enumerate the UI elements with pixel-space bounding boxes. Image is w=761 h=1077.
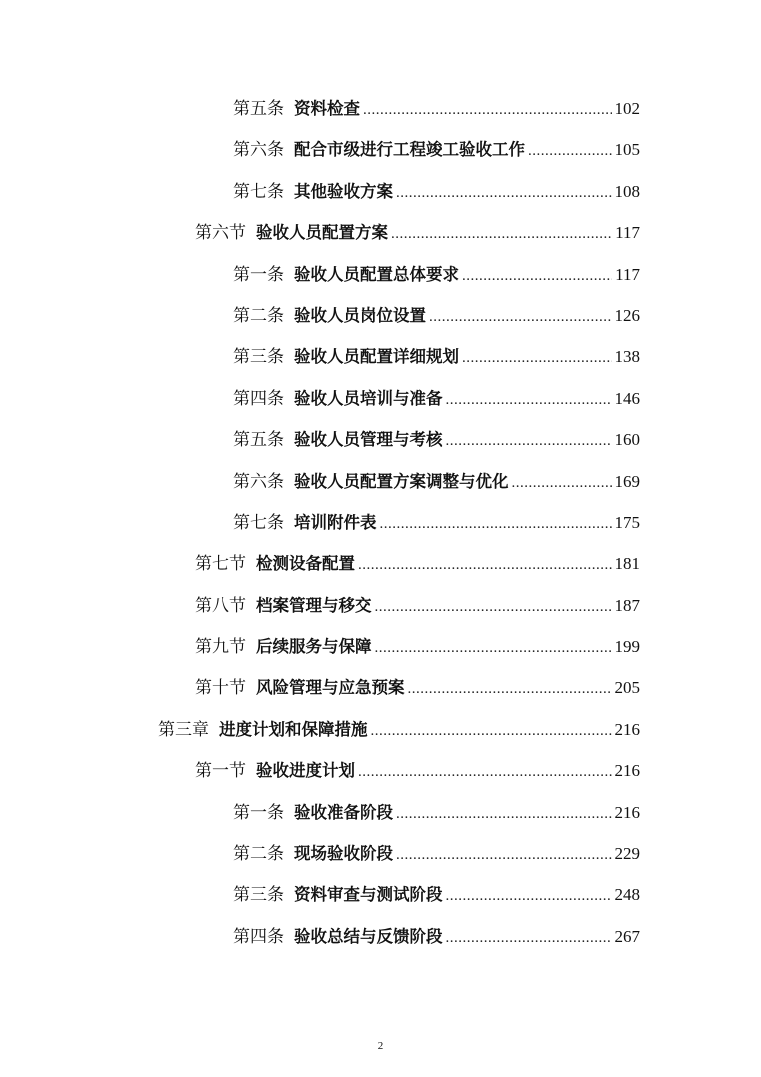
- toc-dot-leader: [528, 134, 612, 168]
- toc-entry[interactable]: [0, 920, 761, 961]
- toc-entry-number: 第七条: [233, 181, 284, 202]
- toc-entry-page: 117: [615, 223, 640, 243]
- toc-entry-title: 后续服务与保障: [256, 637, 372, 657]
- toc-dot-leader: [396, 838, 612, 872]
- toc-entry-title: 验收人员配置详细规划: [294, 347, 459, 367]
- toc-entry-number: 第六条: [233, 471, 284, 492]
- toc-entry-number: 第二条: [233, 844, 284, 865]
- page-number: 2: [377, 1040, 384, 1052]
- toc-entry-page: 126: [614, 305, 640, 325]
- toc-entry-title: 验收人员配置总体要求: [294, 264, 459, 284]
- toc-dot-leader: [375, 631, 612, 665]
- toc-entry[interactable]: [0, 382, 761, 423]
- toc-entry-number: 第三章: [158, 719, 209, 740]
- toc-entry-number: 第十节: [195, 678, 246, 699]
- toc-entry-number: 第七条: [233, 512, 284, 533]
- table-of-contents: [0, 92, 761, 961]
- toc-dot-leader: [446, 383, 612, 417]
- toc-entry-title: 其他验收方案: [294, 181, 393, 201]
- toc-entry-page: 160: [614, 430, 640, 450]
- toc-dot-leader: [446, 424, 612, 458]
- toc-dot-leader: [462, 259, 612, 293]
- toc-entry[interactable]: [0, 133, 761, 174]
- toc-entry-number: 第五条: [233, 430, 284, 451]
- toc-entry[interactable]: [0, 340, 761, 381]
- toc-dot-leader: [408, 672, 612, 706]
- toc-entry-title: 验收人员培训与准备: [294, 388, 443, 408]
- toc-dot-leader: [396, 797, 612, 831]
- toc-entry-page: 108: [614, 181, 640, 201]
- toc-entry-page: 146: [614, 388, 640, 408]
- toc-entry-page: 187: [614, 595, 640, 615]
- toc-entry-number: 第一条: [233, 264, 284, 285]
- toc-entry-title: 检测设备配置: [256, 554, 355, 574]
- toc-entry-number: 第六条: [233, 140, 284, 161]
- toc-dot-leader: [363, 93, 612, 127]
- toc-entry-page: 216: [614, 719, 640, 739]
- toc-dot-leader: [375, 590, 612, 624]
- toc-entry-page: 199: [614, 637, 640, 657]
- toc-dot-leader: [396, 176, 612, 210]
- toc-entry[interactable]: [0, 713, 761, 754]
- toc-entry-title: 资料审查与测试阶段: [294, 885, 443, 905]
- toc-entry[interactable]: [0, 216, 761, 257]
- toc-entry-page: 229: [614, 844, 640, 864]
- toc-entry-number: 第七节: [195, 554, 246, 575]
- toc-entry-page: 216: [614, 761, 640, 781]
- toc-entry-number: 第九节: [195, 637, 246, 658]
- toc-entry-title: 配合市级进行工程竣工验收工作: [294, 140, 525, 160]
- toc-entry-page: 169: [614, 471, 640, 491]
- toc-entry[interactable]: [0, 465, 761, 506]
- toc-entry-number: 第二条: [233, 305, 284, 326]
- toc-entry-number: 第八节: [195, 595, 246, 616]
- toc-entry[interactable]: [0, 92, 761, 133]
- toc-entry[interactable]: [0, 299, 761, 340]
- toc-entry[interactable]: [0, 630, 761, 671]
- toc-entry[interactable]: [0, 506, 761, 547]
- toc-entry[interactable]: [0, 258, 761, 299]
- toc-dot-leader: [462, 341, 612, 375]
- toc-entry-page: 267: [614, 926, 640, 946]
- toc-entry-page: 248: [614, 885, 640, 905]
- toc-entry-title: 档案管理与移交: [256, 595, 372, 615]
- toc-entry-number: 第五条: [233, 99, 284, 119]
- toc-entry[interactable]: [0, 423, 761, 464]
- toc-entry-title: 验收人员配置方案调整与优化: [294, 471, 509, 491]
- toc-entry[interactable]: [0, 878, 761, 919]
- toc-entry[interactable]: [0, 175, 761, 216]
- toc-entry-number: 第一节: [195, 761, 246, 782]
- toc-entry-page: 181: [614, 554, 640, 574]
- toc-dot-leader: [358, 755, 612, 789]
- toc-dot-leader: [446, 921, 612, 955]
- toc-entry-page: 102: [614, 99, 640, 118]
- toc-dot-leader: [512, 466, 612, 500]
- toc-entry-page: 216: [614, 802, 640, 822]
- toc-entry[interactable]: [0, 547, 761, 588]
- toc-entry-number: 第三条: [233, 347, 284, 368]
- toc-entry-title: 验收人员管理与考核: [294, 430, 443, 450]
- toc-entry-number: 第四条: [233, 926, 284, 947]
- toc-entry-number: 第四条: [233, 388, 284, 409]
- toc-entry-title: 验收人员岗位设置: [294, 305, 426, 325]
- toc-entry[interactable]: [0, 754, 761, 795]
- toc-entry-number: 第六节: [195, 223, 246, 244]
- toc-dot-leader: [358, 548, 612, 582]
- toc-entry-number: 第三条: [233, 885, 284, 906]
- toc-entry[interactable]: [0, 589, 761, 630]
- toc-entry-title: 现场验收阶段: [294, 844, 393, 864]
- toc-entry-title: 培训附件表: [294, 512, 377, 532]
- toc-entry[interactable]: [0, 796, 761, 837]
- toc-entry[interactable]: [0, 837, 761, 878]
- toc-entry-title: 验收人员配置方案: [256, 223, 388, 243]
- toc-entry-page: 117: [615, 264, 640, 284]
- toc-entry-page: 205: [614, 678, 640, 698]
- toc-dot-leader: [380, 507, 612, 541]
- toc-entry-page: 138: [614, 347, 640, 367]
- toc-entry[interactable]: [0, 671, 761, 712]
- toc-entry-title: 进度计划和保障措施: [219, 719, 368, 739]
- toc-entry-title: 验收总结与反馈阶段: [294, 926, 443, 946]
- toc-entry-title: 验收进度计划: [256, 761, 355, 781]
- toc-entry-number: 第一条: [233, 802, 284, 823]
- toc-entry-title: 验收准备阶段: [294, 802, 393, 822]
- toc-dot-leader: [371, 714, 612, 748]
- toc-entry-title: 资料检查: [294, 99, 360, 118]
- toc-dot-leader: [391, 217, 612, 251]
- toc-entry-page: 175: [614, 512, 640, 532]
- toc-entry-page: 105: [614, 140, 640, 160]
- toc-dot-leader: [446, 879, 612, 913]
- toc-entry-title: 风险管理与应急预案: [256, 678, 405, 698]
- toc-dot-leader: [429, 300, 612, 334]
